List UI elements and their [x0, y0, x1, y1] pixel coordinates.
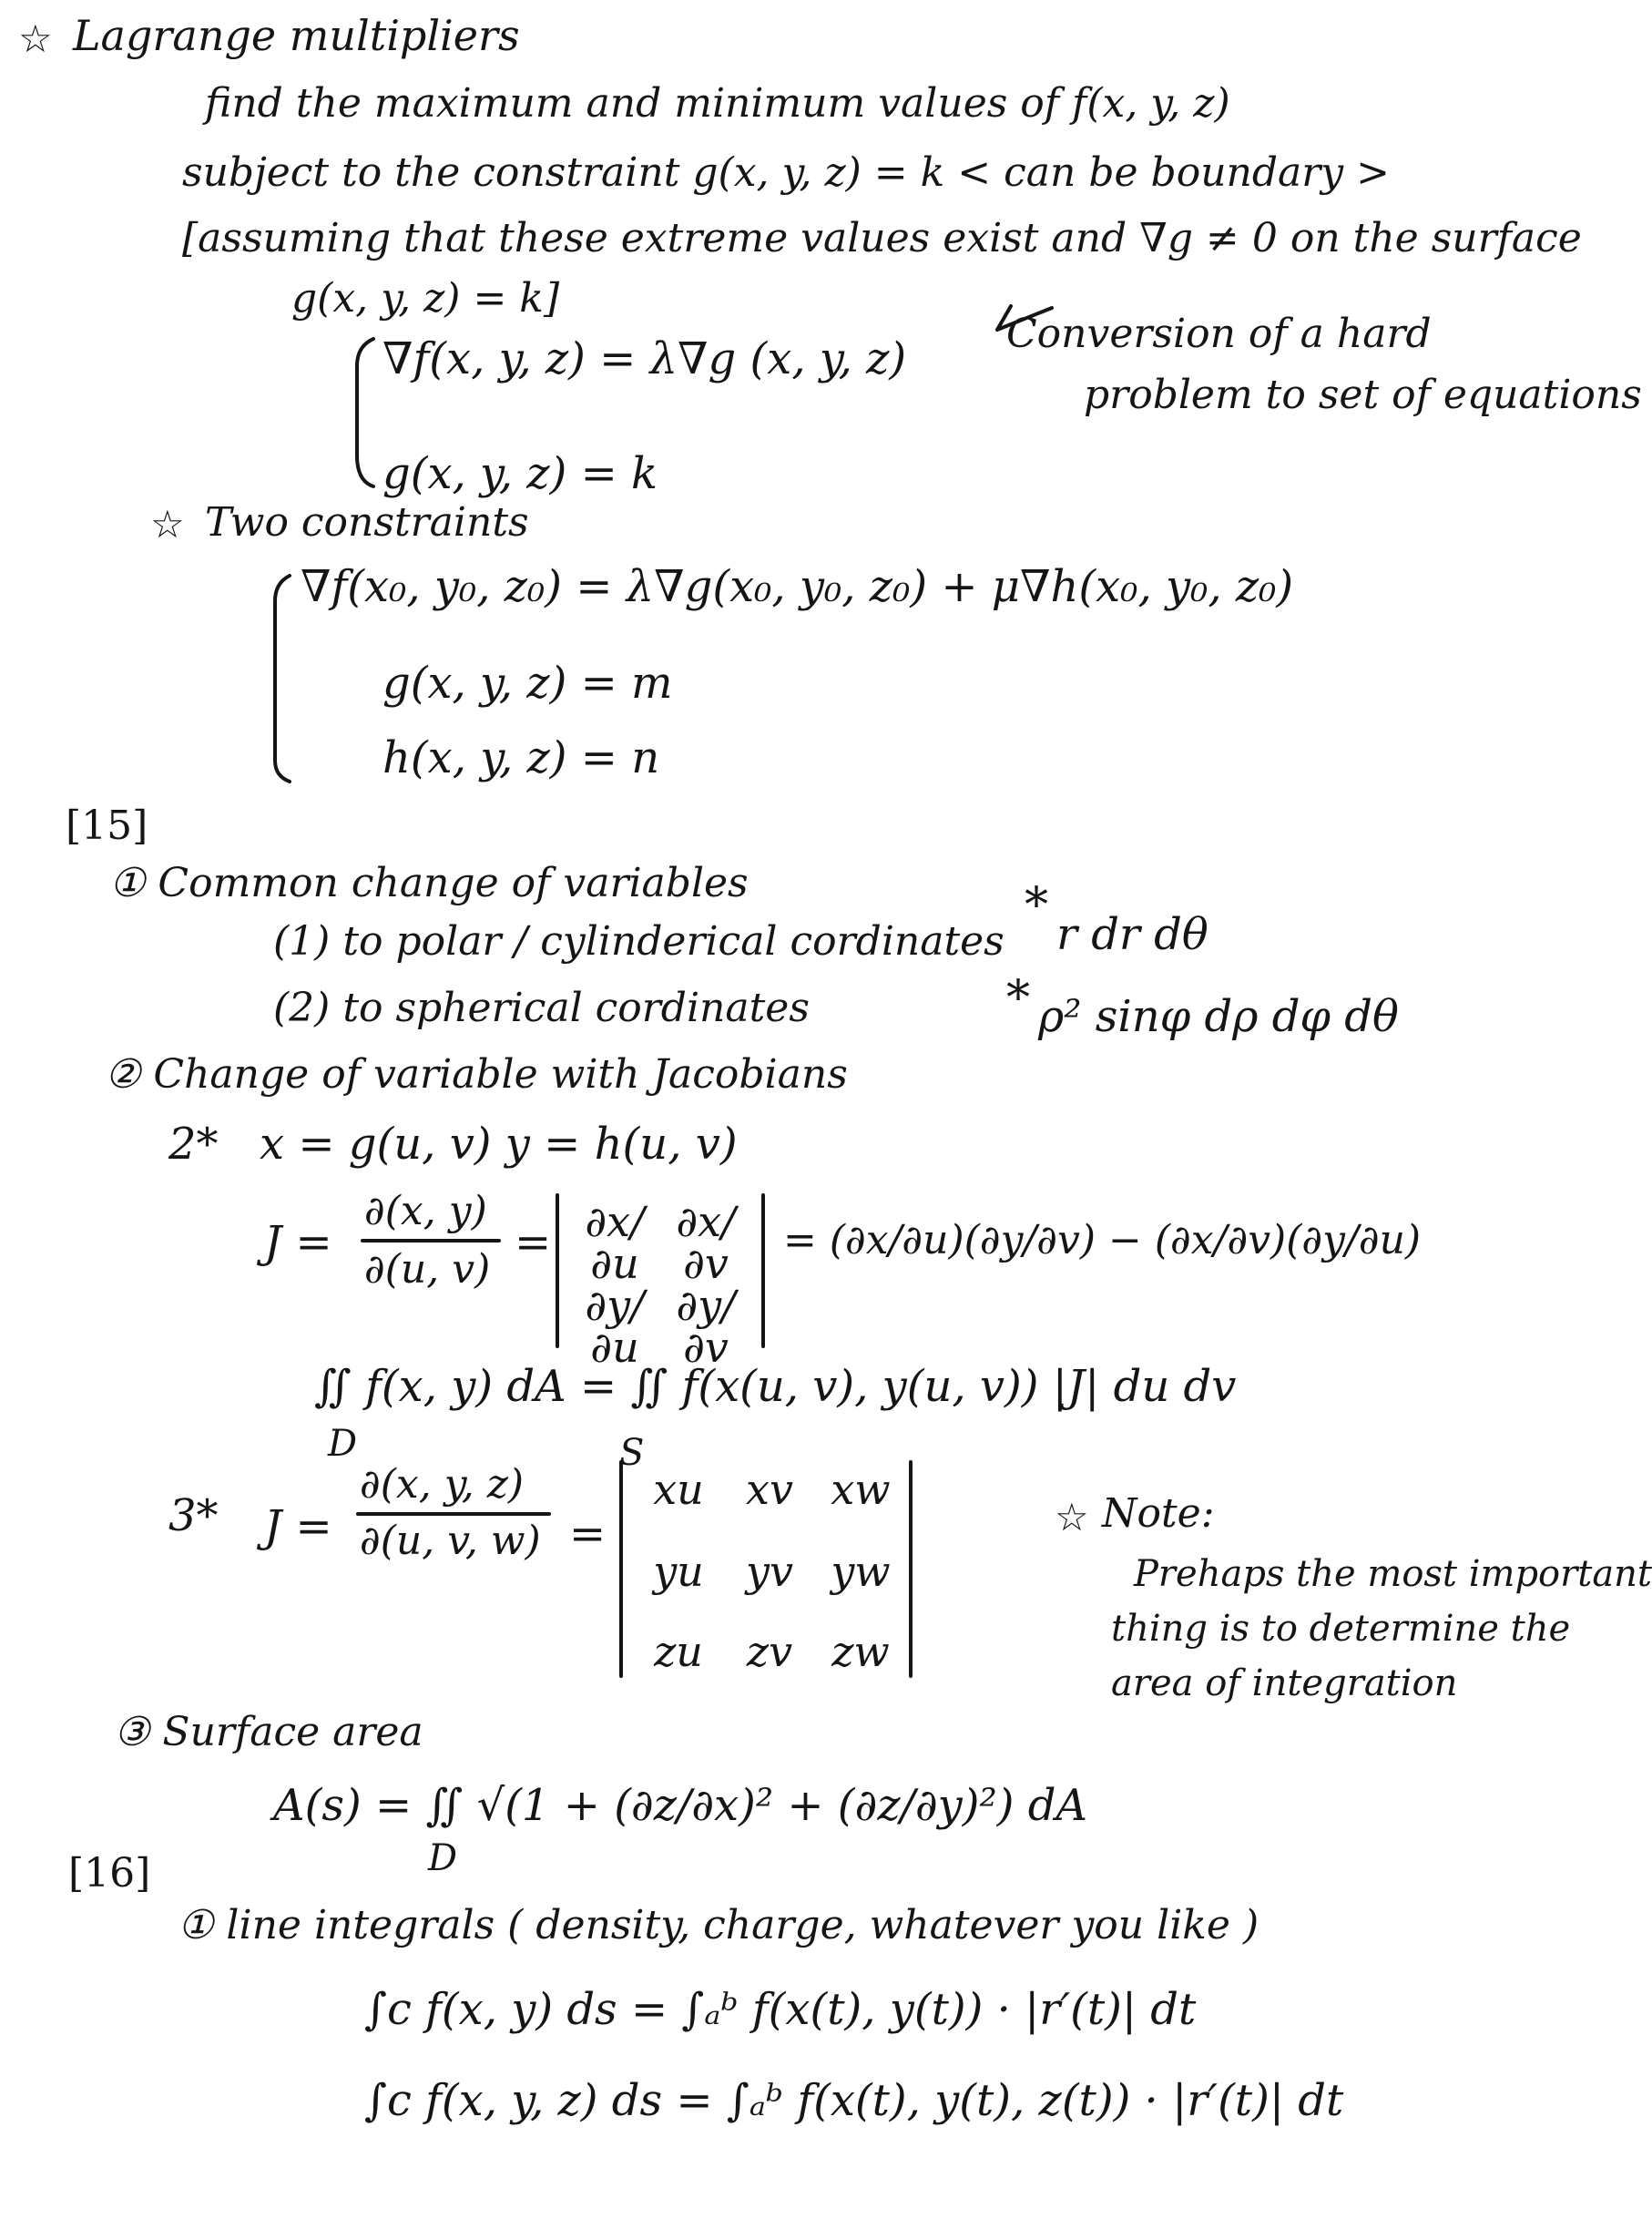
system-brace [275, 576, 290, 782]
lagrange-title: Lagrange multipliers [73, 11, 520, 60]
side-note-line-2: problem to set of equations [1084, 372, 1642, 418]
jacobian-3d-label: J = [264, 1501, 332, 1552]
jacobian-3d-numerator: ∂(x, y, z) [360, 1461, 525, 1508]
star-bullet-icon: ☆ [1055, 1495, 1089, 1539]
matrix-2d-cell: ∂x/∂v [676, 1197, 736, 1288]
two-constraints-equation-2: g(x, y, z) = m [382, 658, 673, 709]
matrix-2d-cell: ∂y/∂u [585, 1281, 645, 1372]
matrix-2d-cell: ∂x/∂u [585, 1197, 645, 1288]
sub-item-spherical: (2) to spherical cordinates [273, 985, 810, 1031]
two-variable-marker: 2* [168, 1119, 219, 1170]
jacobian-2d-expansion: = (∂x/∂u)(∂y/∂v) − (∂x/∂v)(∂y/∂u) [783, 1217, 1422, 1263]
two-constraints-title: Two constraints [205, 499, 529, 546]
lagrange-line-4: g(x, y, z) = k] [291, 275, 560, 322]
side-note-line-1: Conversion of a hard [1006, 311, 1432, 357]
item-change-of-variable-jacobians: ② Change of variable with Jacobians [105, 1051, 848, 1098]
system-brace [357, 339, 373, 486]
note-line-3: area of integration [1111, 1662, 1458, 1704]
asterisk-icon: * [1006, 971, 1030, 1026]
item-common-change-of-variables: ① Common change of variables [109, 860, 749, 906]
line-integral-3d: ∫c f(x, y, z) ds = ∫ₐᵇ f(x(t), y(t), z(t)) · |r′(t)| dt [364, 2075, 1344, 2126]
note-line-1: Prehaps the most important [1134, 1553, 1652, 1595]
jacobian-2d-label: J = [264, 1217, 332, 1268]
star-bullet-icon: ☆ [18, 16, 53, 61]
matrix-3d-cell: yw [831, 1547, 891, 1596]
lagrange-line-2: subject to the constraint g(x, y, z) = k < can be boundary > [182, 149, 1391, 196]
line-integral-2d: ∫c f(x, y) ds = ∫ₐᵇ f(x(t), y(t)) · |r′(t)| dt [364, 1984, 1197, 2035]
matrix-3d-cell: xu [653, 1465, 704, 1514]
two-constraints-equation-1: ∇f(x₀, y₀, z₀) = λ∇g(x₀, y₀, z₀) + μ∇h(x₀, y₀, z₀) [301, 561, 1294, 612]
asterisk-icon: * [1025, 878, 1048, 933]
jacobian-2d-denominator: ∂(u, v) [364, 1246, 491, 1293]
three-variable-marker: 3* [168, 1490, 219, 1541]
polar-area-element: r dr dθ [1056, 909, 1208, 960]
lagrange-line-1: find the maximum and minimum values of f(x, y, z) [205, 80, 1230, 127]
surface-area-formula: A(s) = ∬ √(1 + (∂z/∂x)² + (∂z/∂y)²) dA [273, 1780, 1088, 1831]
section-tag-16: [16] [68, 1850, 151, 1897]
region-label-s: S [619, 1432, 645, 1474]
region-label-d: D [328, 1423, 358, 1465]
jacobian-2d-numerator: ∂(x, y) [364, 1188, 487, 1234]
matrix-3d-cell: zu [654, 1627, 703, 1676]
equals-sign: = [569, 1508, 607, 1559]
matrix-3d-cell: zw [831, 1627, 890, 1676]
lagrange-equation-1: ∇f(x, y, z) = λ∇g (x, y, z) [382, 333, 907, 384]
section-tag-15: [15] [66, 803, 148, 849]
matrix-3d-cell: yv [746, 1547, 793, 1596]
matrix-3d-cell: zv [746, 1627, 793, 1676]
two-constraints-equation-3: h(x, y, z) = n [382, 732, 660, 783]
lagrange-line-3: [assuming that these extreme values exist and ∇g ≠ 0 on the surface [182, 215, 1582, 261]
item-surface-area: ③ Surface area [114, 1709, 423, 1755]
matrix-2d-cell: ∂y/∂v [676, 1281, 736, 1372]
equals-sign: = [515, 1217, 552, 1268]
lagrange-equation-2: g(x, y, z) = k [382, 448, 658, 499]
spherical-volume-element: ρ² sinφ dρ dφ dθ [1038, 991, 1399, 1042]
substitution-equations: x = g(u, v) y = h(u, v) [260, 1119, 738, 1170]
note-line-2: thing is to determine the [1111, 1608, 1571, 1650]
matrix-3d-cell: xv [746, 1465, 793, 1514]
item-line-integrals: ① line integrals ( density, charge, whatever you like ) [178, 1902, 1259, 1948]
matrix-3d-cell: yu [653, 1547, 704, 1596]
note-title: Note: [1102, 1490, 1215, 1537]
matrix-3d-cell: xw [831, 1465, 891, 1514]
region-label-d: D [428, 1837, 458, 1879]
sub-item-polar: (1) to polar / cylinderical cordinates [273, 918, 1004, 965]
star-bullet-icon: ☆ [150, 502, 185, 547]
jacobian-3d-denominator: ∂(u, v, w) [360, 1518, 541, 1564]
double-integral-change-of-variables: ∬ f(x, y) dA = ∬ f(x(u, v), y(u, v)) |J| du dv [314, 1361, 1237, 1412]
